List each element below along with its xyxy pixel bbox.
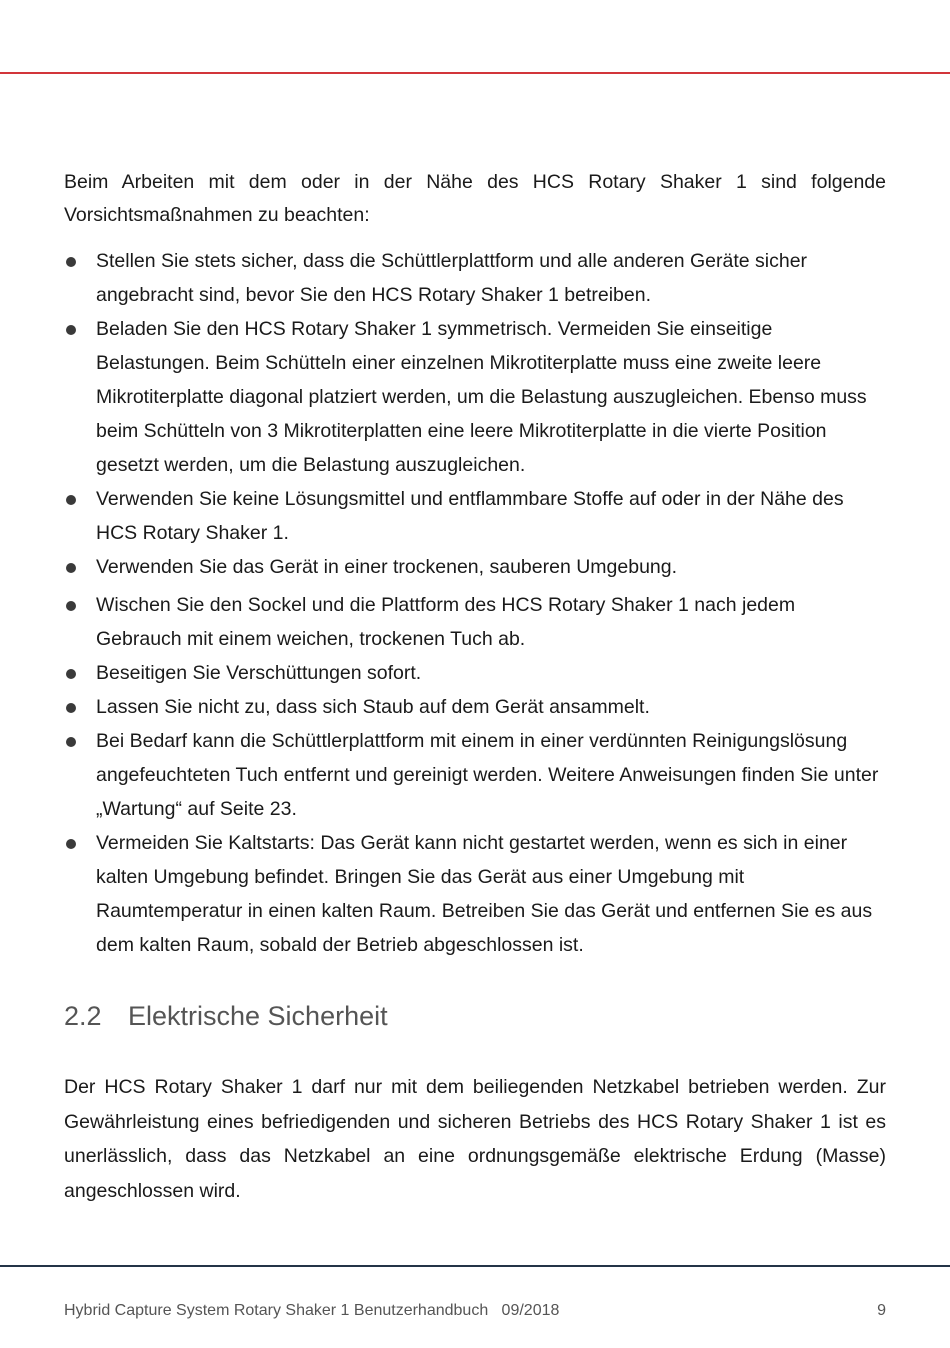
precautions-list: [64, 244, 886, 962]
list-item: [64, 550, 886, 584]
section-number: 2.2: [64, 1001, 102, 1031]
list-item: [64, 690, 886, 724]
bullet-icon: [66, 703, 76, 713]
bullet-icon: [66, 839, 76, 849]
bullet-icon: [66, 737, 76, 747]
list-item-text: Vermeiden Sie Kaltstarts: Das Gerät kann nicht gestartet werden, wenn es sich in einer kalten Umgebung befindet. Bringen Sie das Gerät aus einer Umgebung mit Raumtemperatur in einen kalten Raum. Betreiben Sie das Gerät und entfernen Sie es aus dem kalten Raum, sobald der Betrieb abgeschlossen ist.: [96, 832, 873, 956]
list-item-text: Beseitigen Sie Verschüttungen sofort.: [96, 662, 422, 684]
list-item: [64, 724, 886, 826]
list-item-text: Bei Bedarf kann die Schüttlerplattform mit einem in einer verdünnten Reinigungslösung angefeuchteten Tuch entfernt und gereinigt werden. Weitere Anweisungen finden Sie unter „Wartung“ auf Seite 23.: [96, 730, 879, 820]
list-item-text: Wischen Sie den Sockel und die Plattform des HCS Rotary Shaker 1 nach jedem Gebrauch mit einem weichen, trockenen Tuch ab.: [96, 594, 796, 650]
list-item-text: Beladen Sie den HCS Rotary Shaker 1 symmetrisch. Vermeiden Sie einseitige Belastungen. Beim Schütteln einer einzelnen Mikrotiterplatte muss eine zweite leere Mikrotiterplatte diagonal platziert werden, um die Belastung auszugleichen. Ebenso muss beim Schütteln von 3 Mikrotiterplatten eine leere Mikrotiterplatte in die vierte Position gesetzt werden, um die Belastung auszugleichen.: [96, 318, 867, 476]
page-number: 9: [877, 1302, 886, 1319]
bullet-icon: [66, 601, 76, 611]
section-body: Der HCS Rotary Shaker 1 darf nur mit dem beiliegenden Netzkabel betrieben werden. Zur Gewährleistung eines befriedigenden und sicheren Betriebs des HCS Rotary Shaker 1 ist es unerlässlich, dass das Netzkabel an eine ordnungsgemäße elektrische Erdung (Masse) angeschlossen wird.: [64, 1076, 886, 1202]
section-title: Elektrische Sicherheit: [128, 1001, 388, 1031]
list-item-text: Lassen Sie nicht zu, dass sich Staub auf dem Gerät ansammelt.: [96, 696, 650, 718]
header-rule: [0, 72, 950, 74]
bullet-icon: [66, 563, 76, 573]
list-item-text: Verwenden Sie keine Lösungsmittel und entflammbare Stoffe auf oder in der Nähe des HCS Rotary Shaker 1.: [96, 488, 844, 544]
page-content: [64, 166, 886, 1208]
list-item: [64, 482, 886, 550]
footer-rule: [0, 1265, 950, 1267]
bullet-icon: [66, 325, 76, 335]
section-heading: [64, 998, 886, 1034]
bullet-icon: [66, 495, 76, 505]
list-item: [64, 656, 886, 690]
list-item: [64, 826, 886, 962]
list-item-text: Stellen Sie stets sicher, dass die Schüttlerplattform und alle anderen Geräte sicher angebracht sind, bevor Sie den HCS Rotary Shaker 1 betreiben.: [96, 250, 808, 306]
bullet-icon: [66, 669, 76, 679]
list-item: [64, 312, 886, 482]
list-item: [64, 244, 886, 312]
list-item: [64, 588, 886, 656]
footer-title: Hybrid Capture System Rotary Shaker 1 Benutzerhandbuch 09/2018: [64, 1302, 560, 1319]
bullet-icon: [66, 257, 76, 267]
intro-paragraph: Beim Arbeiten mit dem oder in der Nähe des HCS Rotary Shaker 1 sind folgende Vorsichtsmaßnahmen zu beachten:: [64, 171, 886, 226]
list-item-text: Verwenden Sie das Gerät in einer trockenen, sauberen Umgebung.: [96, 556, 678, 578]
